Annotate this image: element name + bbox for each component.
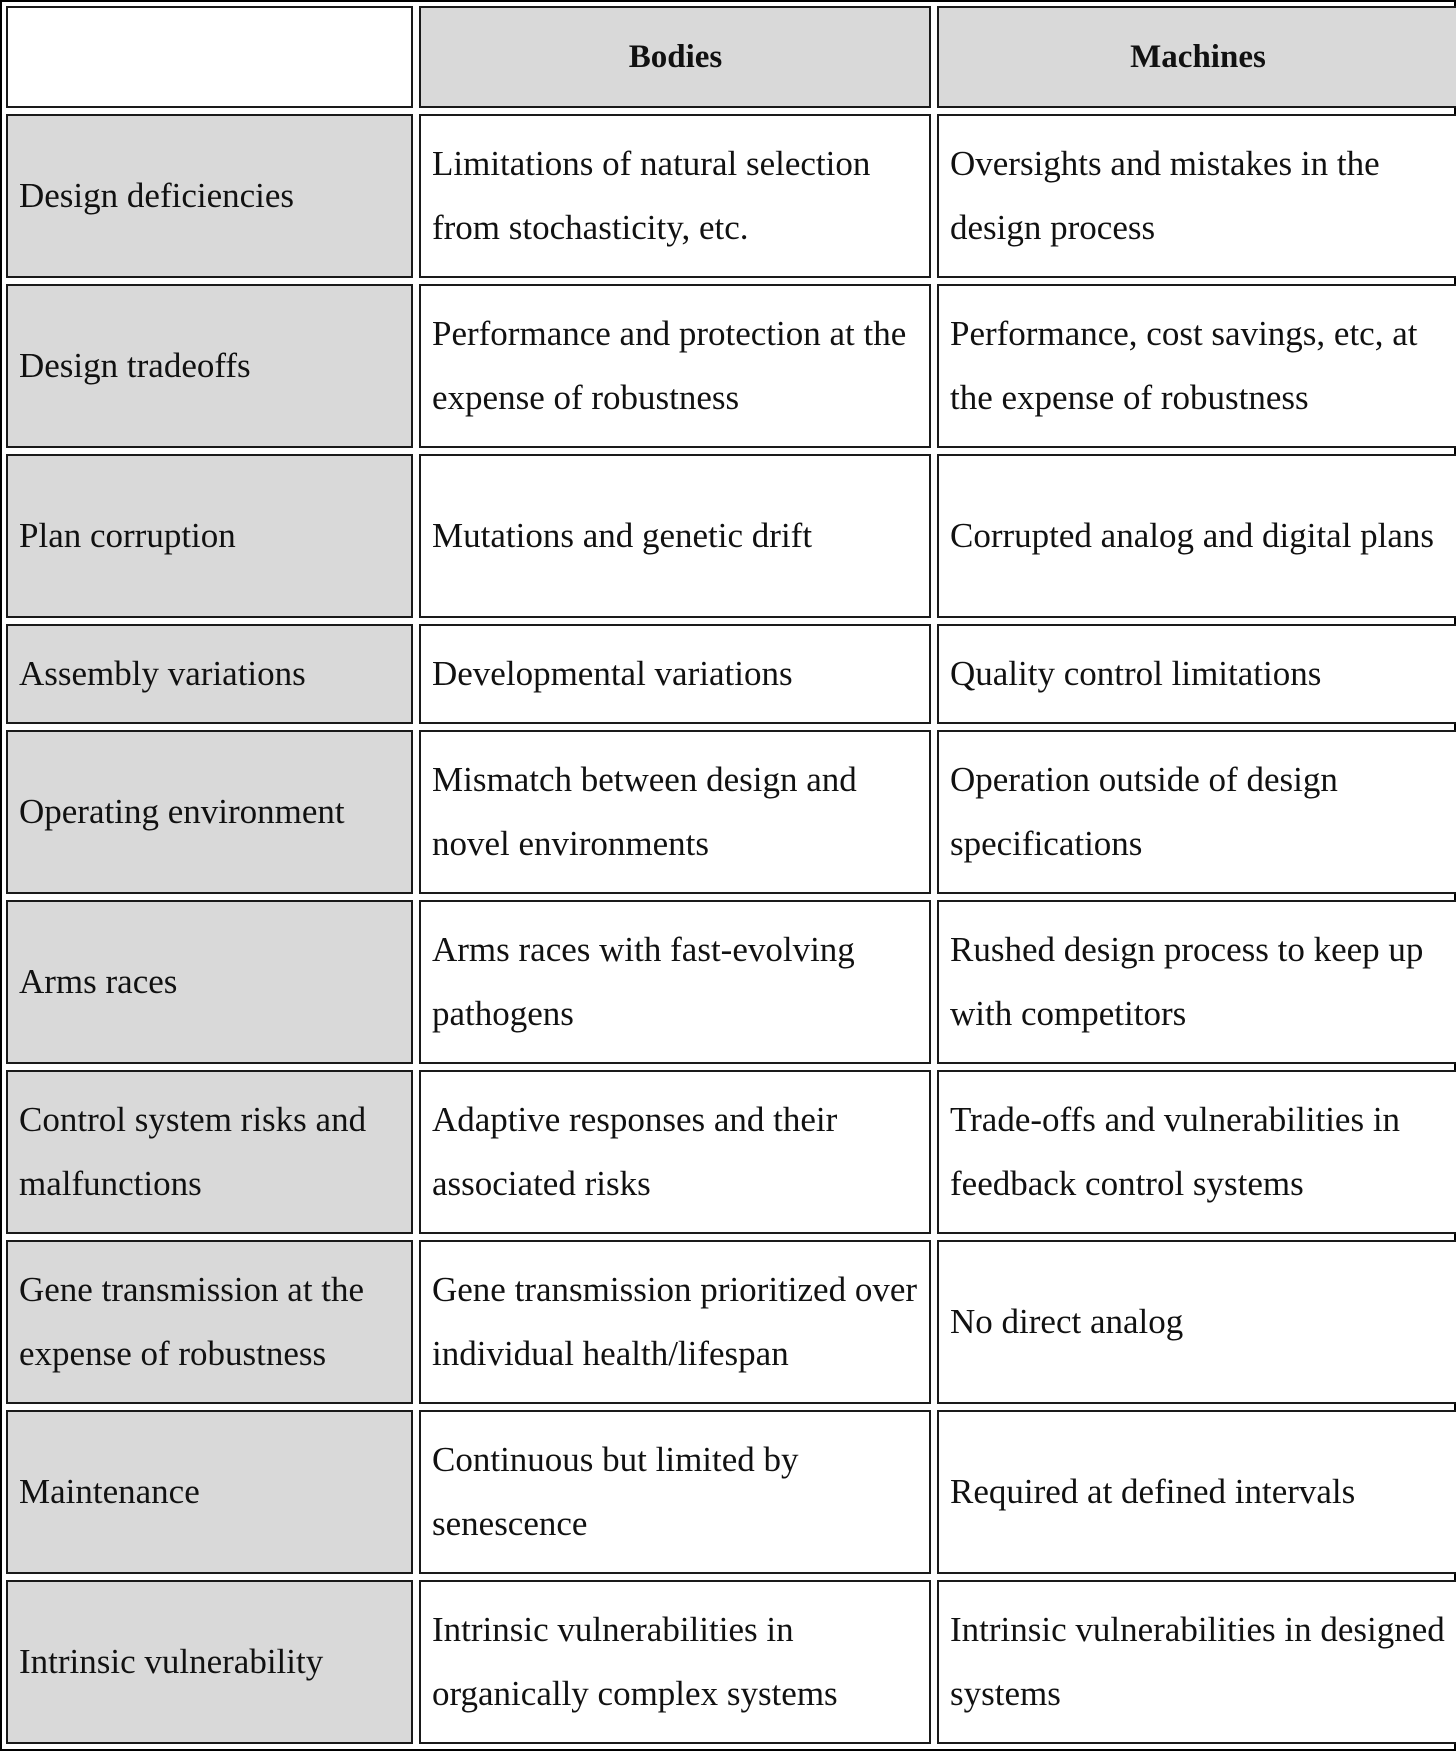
machines-cell: Operation outside of design specifications	[937, 730, 1456, 894]
bodies-cell: Continuous but limited by senescence	[419, 1410, 931, 1574]
machines-cell: Trade-offs and vulnerabilities in feedback control systems	[937, 1070, 1456, 1234]
row-label: Maintenance	[6, 1410, 413, 1574]
machines-cell: Corrupted analog and digital plans	[937, 454, 1456, 618]
table-row	[6, 900, 1456, 1064]
row-label: Design tradeoffs	[6, 284, 413, 448]
bodies-cell: Limitations of natural selection from stochasticity, etc.	[419, 114, 931, 278]
bodies-cell: Intrinsic vulnerabilities in organically complex systems	[419, 1580, 931, 1744]
bodies-cell: Performance and protection at the expense of robustness	[419, 284, 931, 448]
bodies-cell: Mutations and genetic drift	[419, 454, 931, 618]
table-row	[6, 1410, 1456, 1574]
machines-cell: No direct analog	[937, 1240, 1456, 1404]
table-row	[6, 730, 1456, 894]
row-label: Gene transmission at the expense of robustness	[6, 1240, 413, 1404]
row-label: Intrinsic vulnerability	[6, 1580, 413, 1744]
machines-cell: Oversights and mistakes in the design process	[937, 114, 1456, 278]
bodies-cell: Developmental variations	[419, 624, 931, 724]
machines-cell: Quality control limitations	[937, 624, 1456, 724]
row-label: Assembly variations	[6, 624, 413, 724]
bodies-cell: Arms races with fast-evolving pathogens	[419, 900, 931, 1064]
table-row	[6, 1240, 1456, 1404]
machines-cell: Intrinsic vulnerabilities in designed systems	[937, 1580, 1456, 1744]
header-corner-cell	[6, 6, 413, 108]
header-machines: Machines	[937, 6, 1456, 108]
machines-cell: Performance, cost savings, etc, at the expense of robustness	[937, 284, 1456, 448]
table-row	[6, 284, 1456, 448]
bodies-cell: Adaptive responses and their associated risks	[419, 1070, 931, 1234]
header-row	[6, 6, 1456, 108]
row-label: Arms races	[6, 900, 413, 1064]
bodies-cell: Mismatch between design and novel environments	[419, 730, 931, 894]
bodies-cell: Gene transmission prioritized over individual health/lifespan	[419, 1240, 931, 1404]
row-label: Design deficiencies	[6, 114, 413, 278]
row-label: Plan corruption	[6, 454, 413, 618]
machines-cell: Rushed design process to keep up with competitors	[937, 900, 1456, 1064]
row-label: Control system risks and malfunctions	[6, 1070, 413, 1234]
table-row	[6, 624, 1456, 724]
table-row	[6, 454, 1456, 618]
table-row	[6, 114, 1456, 278]
row-label: Operating environment	[6, 730, 413, 894]
table-row	[6, 1070, 1456, 1234]
table-row	[6, 1580, 1456, 1744]
header-bodies: Bodies	[419, 6, 931, 108]
machines-cell: Required at defined intervals	[937, 1410, 1456, 1574]
